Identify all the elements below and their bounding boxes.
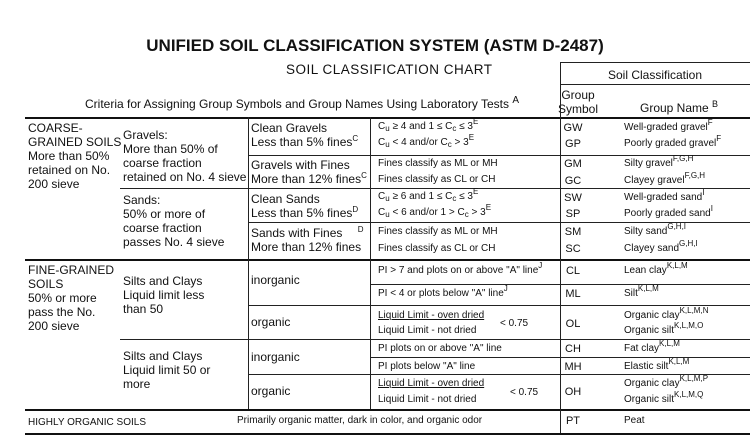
criteria-ol-not-dried: Liquid Limit - not dried — [378, 325, 477, 336]
name-ml: Silt$^{K,L,M}$ — [624, 284, 659, 299]
criteria-gc: Fines classify as CL or CH — [378, 174, 496, 185]
criteria-gw: $C_u \ge 4$ and $1 \le C_c \le 3^E$ — [378, 117, 479, 133]
symbol-gc: GC — [564, 175, 582, 187]
criteria-sw: $C_u \ge 6$ and $1 \le C_c \le 3^E$ — [378, 187, 479, 203]
criteria-sc: Fines classify as CL or CH — [378, 243, 496, 254]
criteria-oh-ratio: < 0.75 — [510, 387, 539, 398]
symbol-ch: CH — [565, 343, 581, 355]
row-divider — [120, 188, 750, 189]
silts-clays-high-label: Silts and Clays Liquid limit 50 or more — [123, 349, 211, 391]
chart-title: UNIFIED SOIL CLASSIFICATION SYSTEM (ASTM D-2487) — [146, 36, 604, 55]
name-ch: Fat clay$^{K,L,M}$ — [624, 339, 680, 354]
gravels-with-fines-label: Gravels with Fines More than 12% fines$^C$ — [251, 158, 367, 186]
symbol-pt: PT — [565, 415, 581, 427]
clean-sands-label: Clean Sands Less than 5% fines$^D$ — [251, 192, 359, 220]
name-gc: Clayey gravel$^{F,G,H}$ — [624, 171, 706, 186]
name-sp: Poorly graded sand$^I$ — [624, 204, 713, 219]
criteria-oh-not-dried: Liquid Limit - not dried — [378, 394, 477, 405]
name-ol-silt: Organic silt$^{K,L,M,O}$ — [624, 321, 704, 336]
header-divider — [560, 62, 561, 117]
name-oh-clay: Organic clay$^{K,L,M,P}$ — [624, 374, 709, 389]
header-rule — [25, 117, 750, 119]
name-ol-clay: Organic clay$^{K,L,M,N}$ — [624, 306, 709, 321]
criteria-header: Criteria for Assigning Group Symbols and Group Names Using Laboratory Tests $^A$ — [85, 95, 519, 111]
criteria-cl: PI > 7 and plots on or above "A" line$^J$ — [378, 261, 543, 276]
header-line-top — [560, 62, 750, 63]
row-divider — [248, 305, 750, 306]
section-rule — [25, 259, 750, 261]
coarse-grained-label: COARSE- GRAINED SOILS More than 50% retained on No. 200 sieve — [28, 121, 122, 191]
inorganic-label: inorganic — [251, 350, 300, 364]
name-sc: Clayey sand$^{G,H,I}$ — [624, 239, 698, 254]
symbol-gp: GP — [565, 138, 581, 150]
name-mh: Elastic silt$^{K,L,M}$ — [624, 357, 690, 372]
criteria-sp: $C_u < 6$ and/or $1 > C_c > 3^E$ — [378, 203, 492, 219]
group-name-header: Group Name $^B$ — [640, 99, 719, 115]
symbol-ml: ML — [565, 288, 581, 300]
name-gp: Poorly graded gravel$^F$ — [624, 134, 722, 149]
fine-grained-label: FINE-GRAINED SOILS 50% or more pass the No. 200 sieve — [28, 263, 115, 333]
symbol-sw: SW — [564, 192, 582, 204]
symbol-cl: CL — [565, 265, 581, 277]
soil-classification-header: Soil Classification — [607, 68, 703, 82]
criteria-gp: $C_u < 4$ and/or $C_c > 3^E$ — [378, 133, 475, 149]
inorganic-label: inorganic — [251, 273, 300, 287]
silts-clays-low-label: Silts and Clays Liquid limit less than 50 — [123, 274, 205, 316]
column-divider — [370, 117, 371, 409]
criteria-ol-ratio: < 0.75 — [500, 318, 529, 329]
organic-label: organic — [251, 384, 291, 398]
criteria-ol-oven: Liquid Limit - oven dried — [378, 310, 485, 321]
symbol-sc: SC — [565, 243, 581, 255]
symbol-gm: GM — [564, 158, 582, 170]
criteria-sm: Fines classify as ML or MH — [378, 226, 498, 237]
symbol-ol: OL — [565, 318, 581, 330]
criteria-ml: PI < 4 or plots below "A" line$^J$ — [378, 284, 508, 299]
name-sw: Well-graded sand$^I$ — [624, 188, 705, 203]
criteria-pt: Primarily organic matter, dark in color, and organic odor — [237, 415, 483, 426]
symbol-gw: GW — [563, 122, 583, 134]
criteria-gm: Fines classify as ML or MH — [378, 158, 498, 169]
sands-with-fines-label: Sands with Fines $^D$ More than 12% fines — [251, 225, 364, 254]
row-divider — [248, 374, 750, 375]
name-gm: Silty gravel$^{F,G,H}$ — [624, 154, 694, 169]
criteria-mh: PI plots below "A" line — [378, 361, 476, 372]
organic-label: organic — [251, 315, 291, 329]
sands-label: Sands: 50% or more of coarse fraction passes No. 4 sieve — [123, 193, 225, 249]
name-cl: Lean clay$^{K,L,M}$ — [624, 261, 688, 276]
name-oh-silt: Organic silt$^{K,L,M,Q}$ — [624, 390, 704, 405]
group-symbol-header: Group Symbol — [557, 88, 598, 116]
bottom-rule — [25, 433, 750, 435]
symbol-sm: SM — [564, 226, 582, 238]
symbol-mh: MH — [564, 361, 582, 373]
column-divider — [248, 117, 249, 409]
clean-gravels-label: Clean Gravels Less than 5% fines$^C$ — [251, 121, 359, 149]
name-pt: Peat — [624, 415, 645, 426]
symbol-sp: SP — [565, 208, 581, 220]
chart-subtitle: SOIL CLASSIFICATION CHART — [286, 62, 493, 77]
gravels-label: Gravels: More than 50% of coarse fraction retained on No. 4 sieve — [123, 128, 247, 184]
highly-organic-label: HIGHLY ORGANIC SOILS — [28, 417, 146, 428]
row-divider — [120, 339, 750, 340]
name-sm: Silty sand$^{G,H,I}$ — [624, 222, 687, 237]
section-rule — [25, 409, 750, 411]
header-line-soil — [560, 84, 750, 85]
name-gw: Well-graded gravel$^F$ — [624, 118, 713, 133]
criteria-oh-oven: Liquid Limit - oven dried — [378, 378, 485, 389]
symbol-oh: OH — [564, 386, 582, 398]
criteria-ch: PI plots on or above "A" line — [378, 343, 502, 354]
